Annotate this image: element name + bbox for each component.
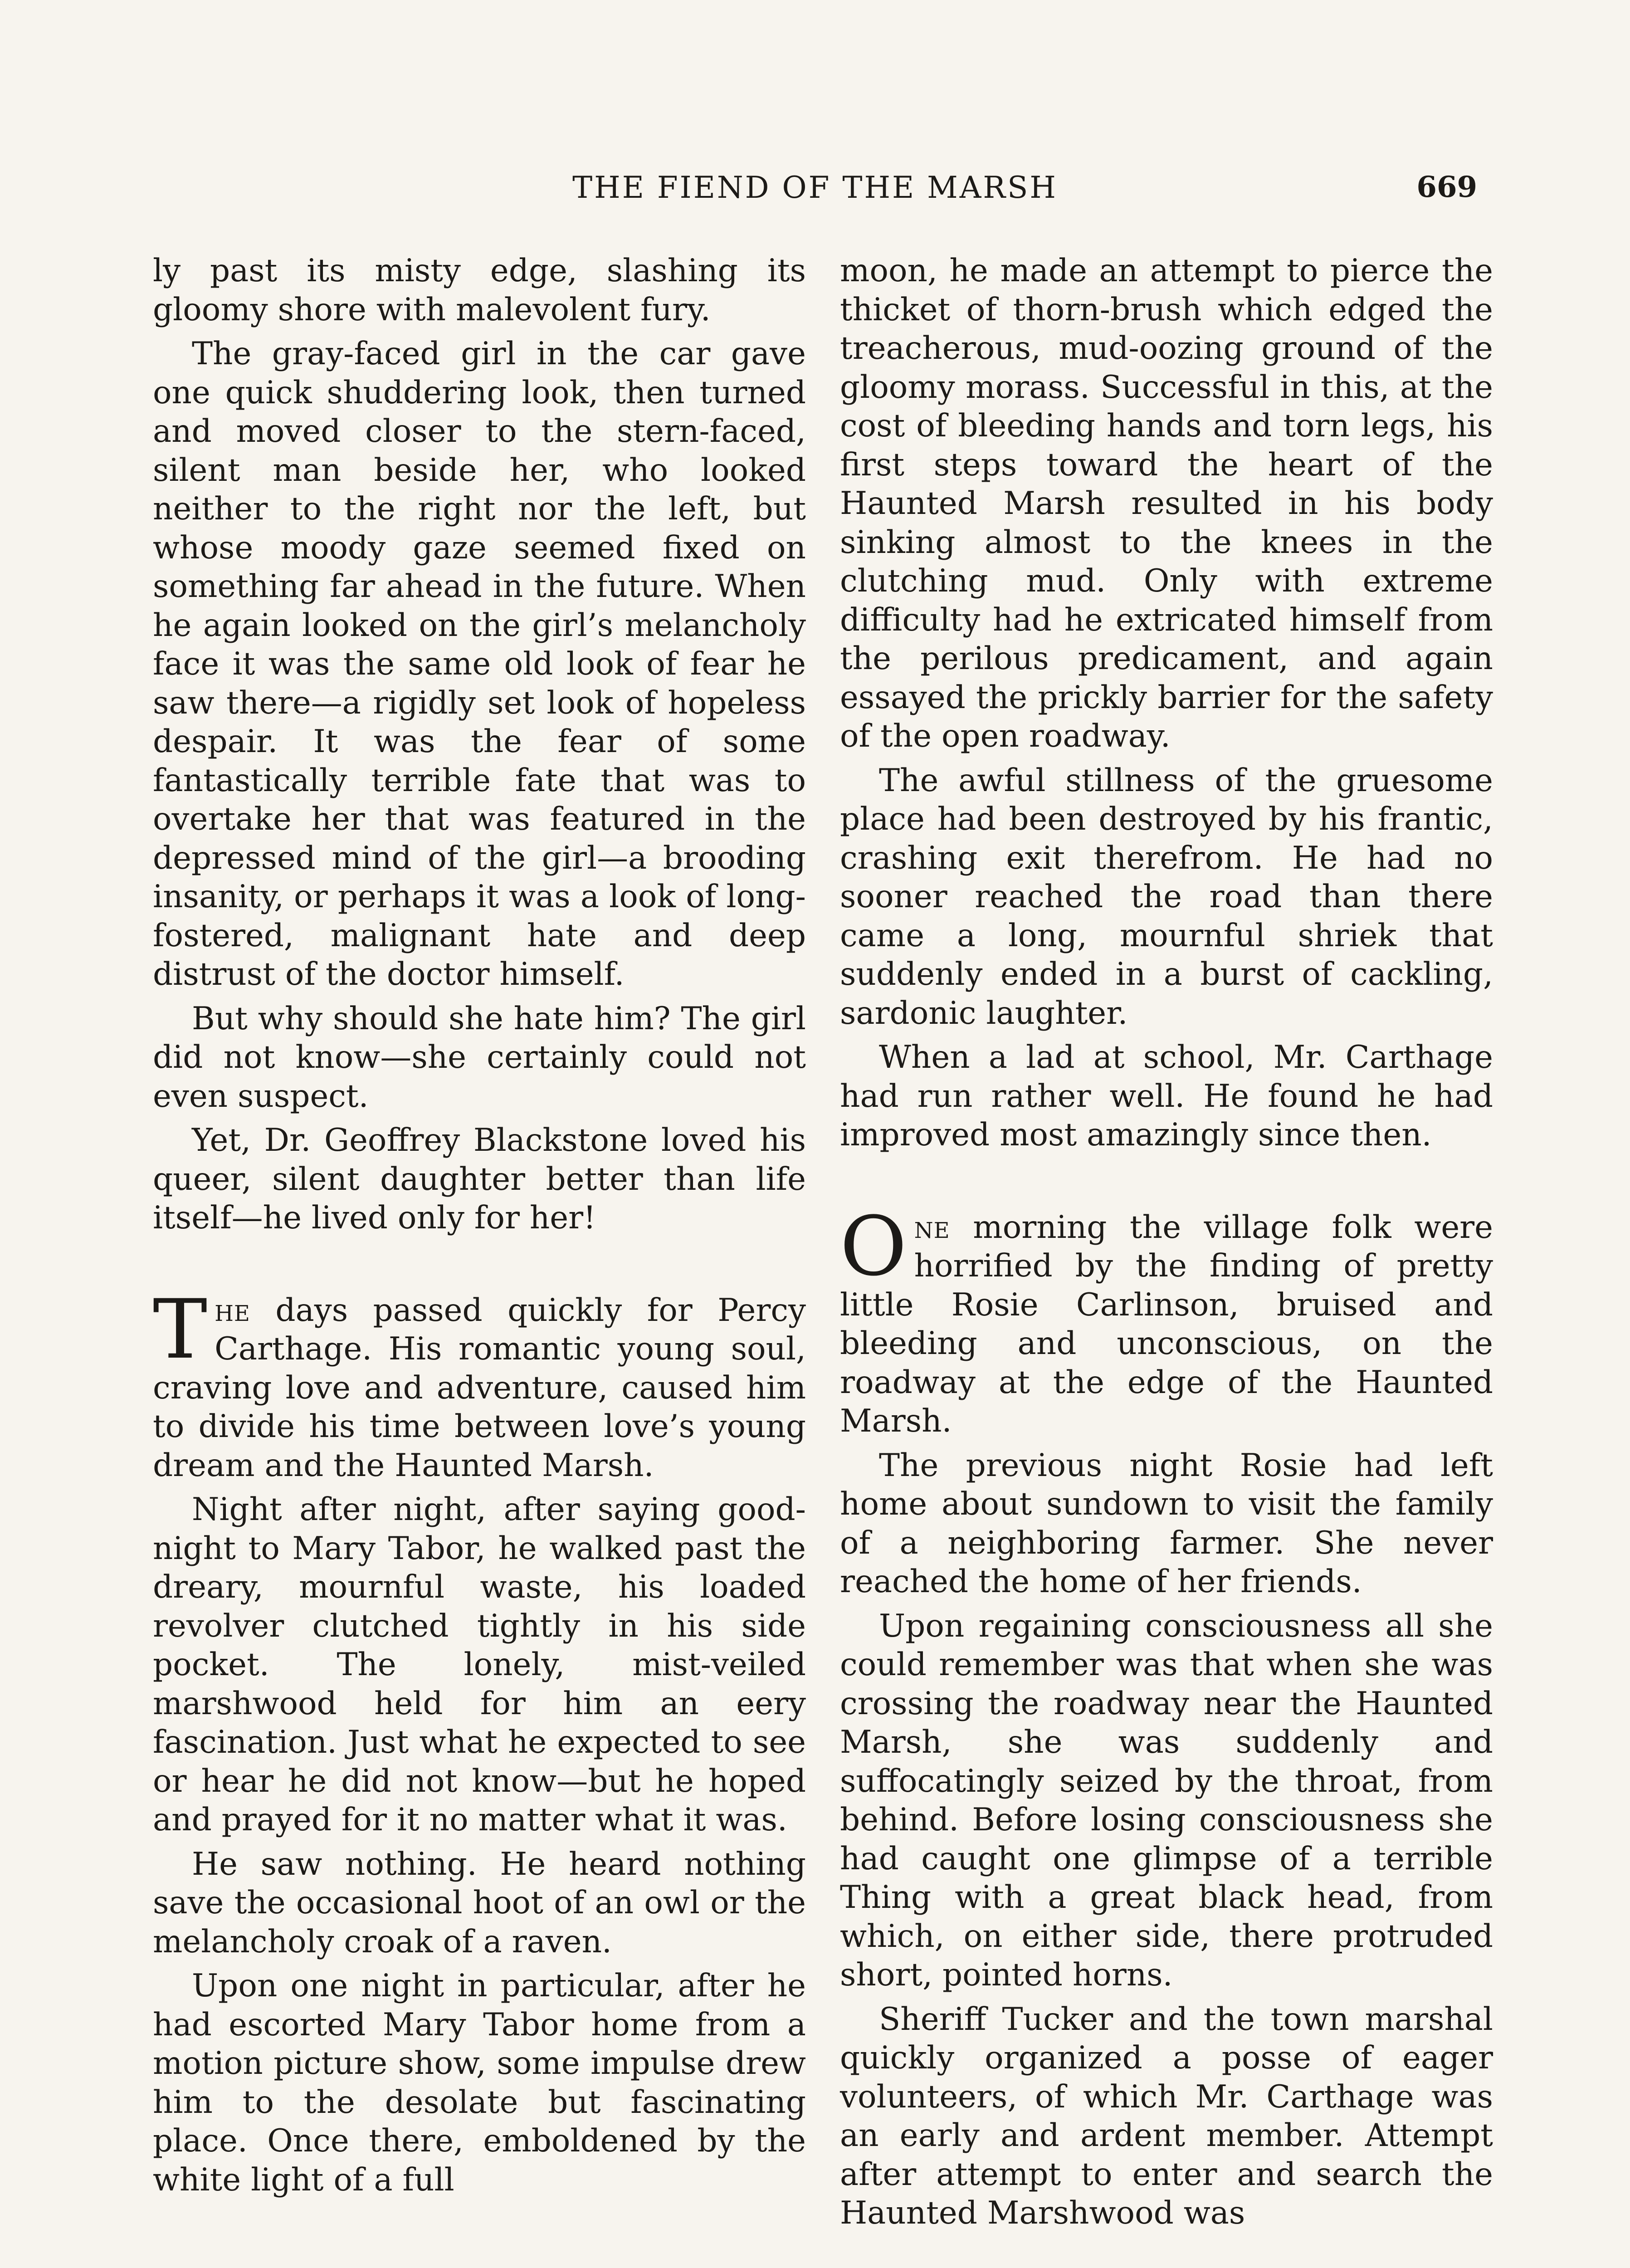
left-column bbox=[153, 252, 806, 2200]
paragraph: He saw nothing. He heard nothing save the occasional hoot of an owl or the melancholy croak of a raven. bbox=[153, 1846, 806, 1960]
drop-cap: O bbox=[840, 1199, 907, 1294]
section-break bbox=[153, 1238, 806, 1291]
paragraph-text: days passed quickly for Percy Carthage. His romantic young soul, craving love and adventure, caused him to divide his time between love’s young dream and the Haunted Marsh. bbox=[153, 1292, 806, 1484]
small-caps-lead: he bbox=[215, 1292, 250, 1329]
section-break bbox=[840, 1155, 1493, 1208]
paragraph-text: morning the village folk were horrified by the finding of pretty little Rosie Carlinson, bruised and bleeding and unconscious, on the roadway at the edge of the Haunted Marsh. bbox=[840, 1209, 1493, 1439]
small-caps-lead: ne bbox=[914, 1209, 950, 1246]
paragraph: But why should she hate him? The girl did not know—she certainly could not even suspect. bbox=[153, 1000, 806, 1114]
paragraph: The gray-faced girl in the car gave one quick shuddering look, then turned and moved closer to the stern-faced, silent man beside her, who looked neither to the right nor the left, but whose moody gaze seemed fixed on something far ahead in the future. When he again looked on the girl’s melancholy face it was the same old look of fear he saw there—a rigidly set look of hopeless despair. It was the fear of some fantastically terrible fate that was to overtake her that was featured in the depressed mind of the girl—a brooding insanity, or perhaps it was a look of long-fostered, malignant hate and deep distrust of the doctor himself. bbox=[153, 336, 806, 992]
paragraph: moon, he made an attempt to pierce the thicket of thorn-brush which edged the treacherous, mud-oozing ground of the gloomy morass. Successful in this, at the cost of bleeding hands and torn legs, his first steps toward the heart of the Haunted Marsh resulted in his body sinking almost to the knees in the clutching mud. Only with extreme difficulty had he extricated himself from the perilous predicament, and again essayed the prickly barrier for the safety of the open roadway. bbox=[840, 253, 1493, 754]
paragraph: Sheriff Tucker and the town marshal quickly organized a posse of eager volunteers, of which Mr. Carthage was an early and ardent member. Attempt after attempt to enter and search the Haunted Marshwood was bbox=[840, 2001, 1493, 2231]
dropcap-paragraph bbox=[153, 1282, 806, 1486]
paragraph: Night after night, after saying good-night to Mary Tabor, he walked past the dreary, mournful waste, his loaded revolver clutched tightly in his side pocket. The lonely, mist-veiled marshwood held for him an eery fascination. Just what he expected to see or hear he did not know—but he hoped and prayed for it no matter what it was. bbox=[153, 1491, 806, 1838]
paragraph: The awful stillness of the gruesome place had been destroyed by his frantic, crashing exit therefrom. He had no sooner reached the road than there came a long, mournful shriek that suddenly ended in a burst of cackling, sardonic laughter. bbox=[840, 762, 1493, 1031]
paragraph: Upon one night in particular, after he had escorted Mary Tabor home from a motion picture show, some impulse drew him to the desolate but fascinating place. Once there, emboldened by the white light of a full bbox=[153, 1968, 806, 2198]
running-title: THE FIEND OF THE MARSH bbox=[572, 170, 1058, 205]
page-number: 669 bbox=[1416, 170, 1477, 204]
paragraph: ly past its misty edge, slashing its gloomy shore with malevolent fury. bbox=[153, 253, 806, 328]
paragraph: The previous night Rosie had left home about sundown to visit the family of a neighboring farmer. She never reached the home of her friends. bbox=[840, 1447, 1493, 1600]
paragraph: When a lad at school, Mr. Carthage had run rather well. He found he had improved most amazingly since then. bbox=[840, 1039, 1493, 1153]
running-head bbox=[153, 88, 1477, 205]
drop-cap: T bbox=[153, 1282, 208, 1377]
paragraph: Upon regaining consciousness all she could remember was that when she was crossing the roadway near the Haunted Marsh, she was suddenly and suffocatingly seized by the throat, from behind. Before losing consciousness she had caught one glimpse of a terrible Thing with a great black head, from which, on either side, there protruded short, pointed horns. bbox=[840, 1608, 1493, 1993]
right-column bbox=[840, 252, 1493, 2233]
paragraph: Yet, Dr. Geoffrey Blackstone loved his queer, silent daughter better than life itself—he lived only for her! bbox=[153, 1122, 806, 1236]
dropcap-paragraph bbox=[840, 1199, 1493, 1441]
